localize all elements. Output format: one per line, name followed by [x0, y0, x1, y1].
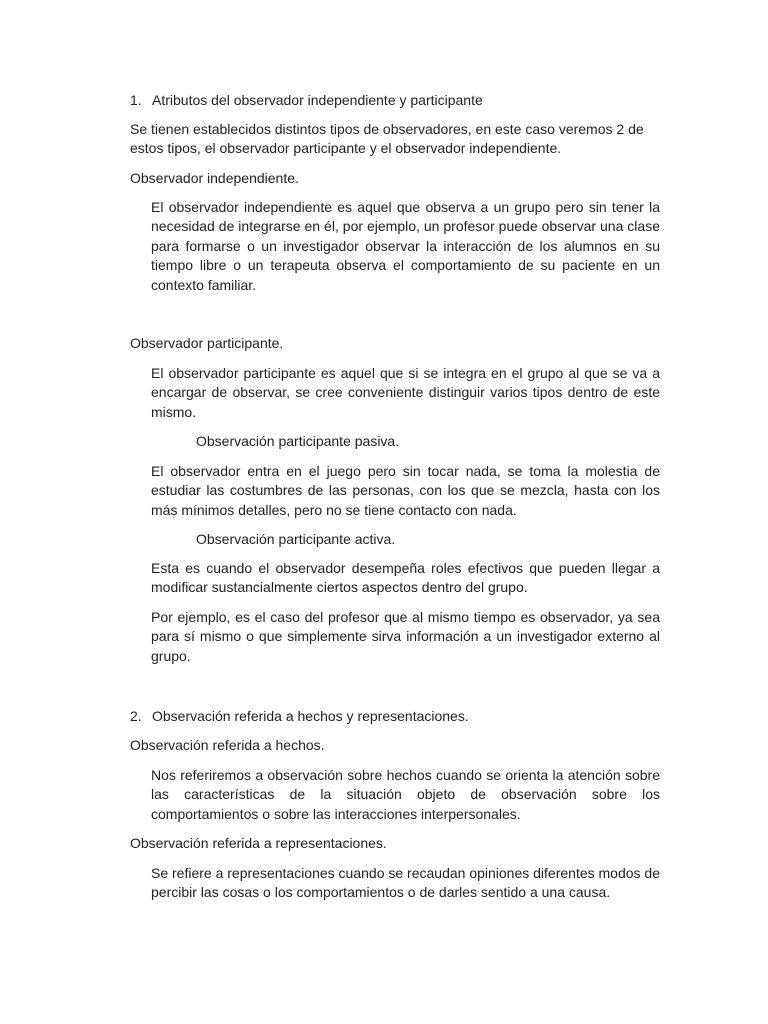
section-1-number: 1.: [130, 92, 142, 108]
pasiva-paragraph: El observador entra en el juego pero sin tocar nada, se toma la molestia de estudiar las costumbres de las personas, con los que se mezcla, hasta con los más mínimos detalles, pero no se tiene contacto con nada.: [151, 463, 660, 518]
intro-paragraph: Se tienen establecidos distintos tipos de observadores, en este caso veremos 2 de estos tipos, el observador participante y el observador independiente.: [130, 121, 644, 157]
section-1-title: Atributos del observador independiente y participante: [152, 92, 483, 108]
independiente-heading: Observador independiente.: [130, 170, 299, 186]
representaciones-heading: Observación referida a representaciones.: [130, 835, 387, 851]
section-2-number: 2.: [130, 708, 142, 724]
hechos-paragraph: Nos referiremos a observación sobre hechos cuando se orienta la atención sobre las características de la situación objeto de observación sobre los comportamientos o sobre las interacciones interpersonales.: [151, 767, 660, 822]
section-1-heading: [130, 91, 660, 110]
hechos-heading: Observación referida a hechos.: [130, 737, 325, 753]
independiente-paragraph: El observador independiente es aquel que observa a un grupo pero sin tener la necesidad de integrarse en él, por ejemplo, un profesor puede observar una clase para formarse o un investigador observar la interacción de los alumnos en su tiempo libre o un terapeuta observa el comportamiento de su paciente en un contexto familiar.: [151, 199, 660, 293]
activa-paragraph: Esta es cuando el observador desempeña roles efectivos que pueden llegar a modificar sustancialmente ciertos aspectos dentro del grupo.: [151, 560, 660, 596]
representaciones-paragraph: Se refiere a representaciones cuando se recaudan opiniones diferentes modos de percibir las cosas o los comportamientos o de darles sentido a una causa.: [151, 865, 660, 901]
section-2-heading: [130, 707, 660, 726]
activa-heading: Observación participante activa.: [196, 531, 396, 547]
ejemplo-paragraph: Por ejemplo, es el caso del profesor que al mismo tiempo es observador, ya sea para sí mismo o que simplemente sirva información a un investigador externo al grupo.: [151, 609, 660, 664]
pasiva-heading: Observación participante pasiva.: [196, 433, 400, 449]
participante-paragraph: El observador participante es aquel que si se integra en el grupo al que se va a encargar de observar, se cree conveniente distinguir varios tipos dentro de este mismo.: [151, 365, 660, 420]
section-2-title: Observación referida a hechos y representaciones.: [152, 708, 469, 724]
participante-heading: Observador participante.: [130, 335, 284, 351]
